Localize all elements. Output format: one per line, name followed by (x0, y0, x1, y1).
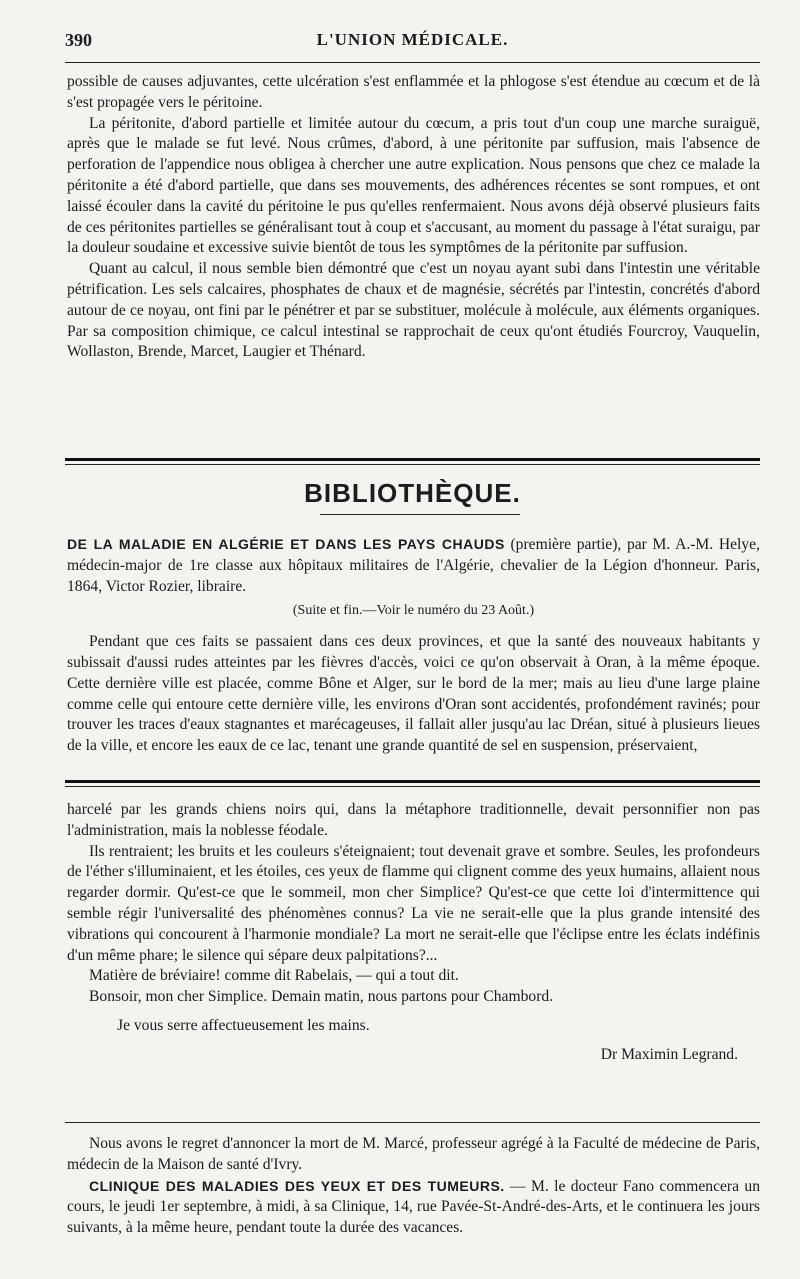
continuation-note: (Suite et fin.—Voir le numéro du 23 Août.) (292, 603, 535, 619)
page-header (65, 30, 760, 60)
feuilleton-paragraph: Matière de bréviaire! comme dit Rabelais, — qui a tout dit. (89, 967, 459, 985)
book-review (67, 534, 760, 757)
review-paragraph: Pendant que ces faits se passaient dans ces deux provinces, et que la santé des nouveaux habitants y subissait d'aussi rudes atteintes par les fièvres d'accès, voici ce qu'on observait à Oran, à la même époque. Cette dernière ville est placée, comme Bône et Alger, sur le bord de la mer; mais au lieu d'une large plaine comme celle qui entoure cette dernière ville, les environs d'Oran sont accidentés, profondément ravinés; pour trouver les traces d'eaux stagnantes et marécageuses, il fallait aller jusqu'au lac Dréan, situé à plusieurs lieues de la ville, et encore les eaux de ce lac, tenant une grande quantité de sel en suspension, préservaient, (67, 633, 760, 755)
feuilleton-separator-bottom (65, 786, 760, 787)
section-double-rule-bottom (65, 464, 760, 465)
article-paragraph: possible de causes adjuvantes, cette ulcération s'est enflammée et la phlogose s'est étendue au cœcum et de là s'est propagée vers le péritoine. (67, 73, 760, 111)
clinic-title: CLINIQUE DES MALADIES DES YEUX ET DES TUMEURS. (89, 1177, 505, 1194)
heading-underline (320, 514, 520, 515)
article-paragraph: La péritonite, d'abord partielle et limitée autour du cœcum, a pris tout d'un coup une marche suraiguë, après que le malade se fut levé. Nous crûmes, d'abord, à une péritonite par suffusion, mais l'absence de perforation de l'appendice nous obligea à chercher une autre explication. Nous pensons que chez ce malade la péritonite a été d'abord partielle, que dans ses mouvements, des adhérences récentes se sont rompues, et ont laissé écouler dans la cavité du péritoine le pus qu'elles renfermaient. Nous avons déjà observé plusieurs faits de ces péritonites partielles se généralisant tout à coup et s'accusant, au moment du passage à l'état suraigu, par la douleur soudaine et excessive suivie bientôt de tous les symptômes de la péritonite par suffusion. (67, 114, 760, 257)
feuilleton-paragraph: Ils rentraient; les bruits et les couleurs s'éteignaient; tout devenait grave et sombre. Seules, les profondeurs de l'éther s'illuminaient, et les étoiles, ces yeux de flamme qui clignent comme des yeux humains, allaient nous regarder dormir. Qu'est-ce que le sommeil, mon cher Simplice? Qu'est-ce que cette loi d'intermittence qui semble régir l'universalité des phénomènes connus? La vie ne serait-elle que la plus grande intensité des vibrations qui concourent à l'harmonie mondiale? La mort ne serait-elle que l'éclipse entre les éclats indéfinis d'un même phare; le silence qui sépare deux palpitations?... (67, 842, 760, 964)
article-body (67, 72, 760, 363)
clinic-announcement (67, 1176, 760, 1239)
author-signature: Dr Maximin Legrand. (600, 1045, 738, 1063)
news-separator (65, 1122, 760, 1123)
news-body (67, 1134, 760, 1239)
journal-title: L'UNION MÉDICALE. (316, 30, 509, 49)
feuilleton-body (67, 800, 760, 1066)
section-heading-bibliotheque: BIBLIOTHÈQUE. (304, 478, 521, 508)
book-details: (première partie), par M. A.-M. Helye, médecin-major de 1re classe aux hôpitaux militaires de l'Algérie, chevalier de la Légion d'honneur. Paris, 1864, Victor Rozier, libraire. (67, 536, 760, 595)
book-citation (67, 534, 760, 597)
feuilleton-closing: Je vous serre affectueusement les mains. (117, 1016, 370, 1034)
feuilleton-paragraph: Bonsoir, mon cher Simplice. Demain matin, nous partons pour Chambord. (89, 988, 554, 1006)
feuilleton-separator-top (65, 780, 760, 783)
clinic-text: — M. le docteur Fano commencera un cours, le jeudi 1er septembre, à midi, à sa Clinique, 14, rue Pavée-St-André-des-Arts, et le continuera les jours suivants, à la même heure, pendant toute la durée des vacances. (67, 1177, 760, 1237)
obituary-paragraph: Nous avons le regret d'annoncer la mort de M. Marcé, professeur agrégé à la Faculté de médecine de Paris, médecin de la Maison de santé d'Ivry. (67, 1135, 760, 1173)
feuilleton-paragraph: harcelé par les grands chiens noirs qui, dans la métaphore traditionnelle, devait personnifier non pas l'administration, mais la noblesse féodale. (67, 801, 760, 839)
article-paragraph: Quant au calcul, il nous semble bien démontré que c'est un noyau ayant subi dans l'intestin une véritable pétrification. Les sels calcaires, phosphates de chaux et de magnésie, sécrétés par l'intestin, concrétés d'abord autour de ce noyau, ont fini par le pénétrer et par se substituer, molécule à molécule, aux éléments organiques. Par sa composition chimique, ce calcul intestinal se rapprochait de ceux qu'ont étudiés Fourcroy, Vauquelin, Wollaston, Brende, Marcet, Laugier et Thénard. (67, 260, 760, 361)
header-rule (65, 62, 760, 63)
section-double-rule-top (65, 458, 760, 461)
page-number: 390 (65, 30, 92, 50)
book-title: DE LA MALADIE EN ALGÉRIE ET DANS LES PAYS CHAUDS (67, 536, 505, 552)
